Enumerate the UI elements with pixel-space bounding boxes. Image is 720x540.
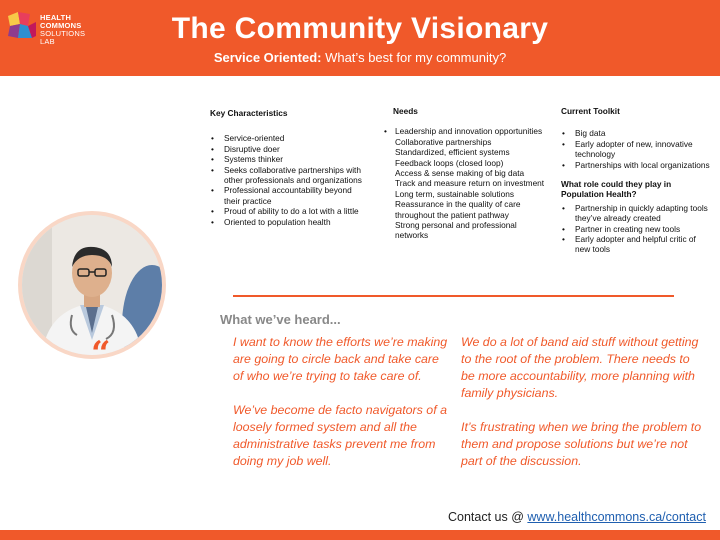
what-we-heard-heading: What we’ve heard... [220, 312, 341, 327]
needs-continued [383, 137, 548, 241]
quote: We’ve become de facto navigators of a loosely formed system and all the administrative tasks prevent me from doing my job well. [233, 403, 447, 468]
list-item: • Disruptive doer [210, 144, 370, 154]
current-toolkit-section [561, 106, 711, 255]
list-item: • Oriented to population health [210, 217, 370, 227]
list-item: • Early adopter of new, innovative technology [561, 139, 711, 160]
page-title: The Community Visionary [171, 12, 549, 45]
subtitle-text: What’s best for my community? [321, 50, 507, 65]
section-divider [233, 295, 674, 297]
contact-link[interactable]: www.healthcommons.ca/contact [527, 510, 706, 524]
toolkit-heading: Current Toolkit [561, 106, 620, 116]
logo-line: HEALTH [40, 13, 72, 22]
needs-line: Feedback loops (closed loop) [395, 157, 504, 168]
list-item: • Professional accountability beyond their practice [210, 185, 370, 206]
needs-line: Track and measure return on investment [395, 178, 545, 189]
header-banner [0, 0, 720, 76]
footer-bar [0, 530, 720, 540]
needs-line: Standardized, efficient systems [395, 147, 510, 158]
quotes-right-column [461, 334, 706, 487]
needs-line: Collaborative partnerships [395, 136, 492, 147]
needs-line: Reassurance in the quality of care throughout the patient pathway [395, 199, 521, 220]
list-item: • Seeks collaborative partnerships with other professionals and organizations [210, 165, 370, 186]
quote-mark-icon: “ [91, 334, 111, 374]
needs-line: Access & sense making of big data [395, 168, 525, 179]
needs-line: Strong personal and professional networks [395, 220, 517, 241]
list-item: • Partnership in quickly adapting tools they’ve already created [561, 203, 711, 224]
list-item: • Systems thinker [210, 154, 370, 164]
health-commons-logo[interactable] [6, 10, 96, 55]
key-characteristics-list [210, 133, 370, 227]
contact-line [448, 510, 706, 524]
quotes-left-column [233, 334, 448, 487]
key-characteristics-heading: Key Characteristics [210, 108, 288, 118]
list-item: • Service-oriented [210, 133, 370, 143]
logo-mark-icon [6, 10, 38, 44]
role-heading: What role could they play in Population Health? [561, 179, 672, 200]
logo-line: SOLUTIONS [40, 29, 86, 38]
list-item: • Partner in creating new tools [561, 224, 711, 234]
page-subtitle [140, 50, 580, 65]
subtitle-emphasis: Service Oriented: [213, 50, 322, 65]
list-item: • Leadership and innovation opportunities [383, 126, 548, 136]
logo-line: LAB [40, 37, 55, 46]
list-item: • Partnerships with local organizations [561, 160, 711, 170]
list-item: • Proud of ability to do a lot with a little [210, 206, 370, 216]
needs-line: Long term, sustainable solutions [395, 188, 514, 199]
needs-heading: Needs [393, 106, 418, 116]
list-item: • Big data [561, 128, 711, 138]
contact-label: Contact us @ [448, 510, 528, 524]
quote: I want to know the efforts we’re making are going to circle back and take care of who we’re trying to take care of. [233, 335, 448, 383]
quote: It’s frustrating when we bring the problem to them and propose solutions but we’re not part of the discussion. [461, 420, 702, 468]
needs-section [383, 106, 548, 241]
role-list [561, 203, 711, 255]
needs-list [383, 126, 548, 136]
list-item: • Early adopter and helpful critic of new tools [561, 234, 711, 255]
logo-line: COMMONS [40, 21, 82, 30]
key-characteristics-section [210, 108, 370, 227]
quote: We do a lot of band aid stuff without getting to the root of the problem. There needs to be more accountability, more planning with family physicians. [461, 335, 699, 400]
logo-wordmark [40, 14, 85, 46]
toolkit-list [561, 128, 711, 170]
